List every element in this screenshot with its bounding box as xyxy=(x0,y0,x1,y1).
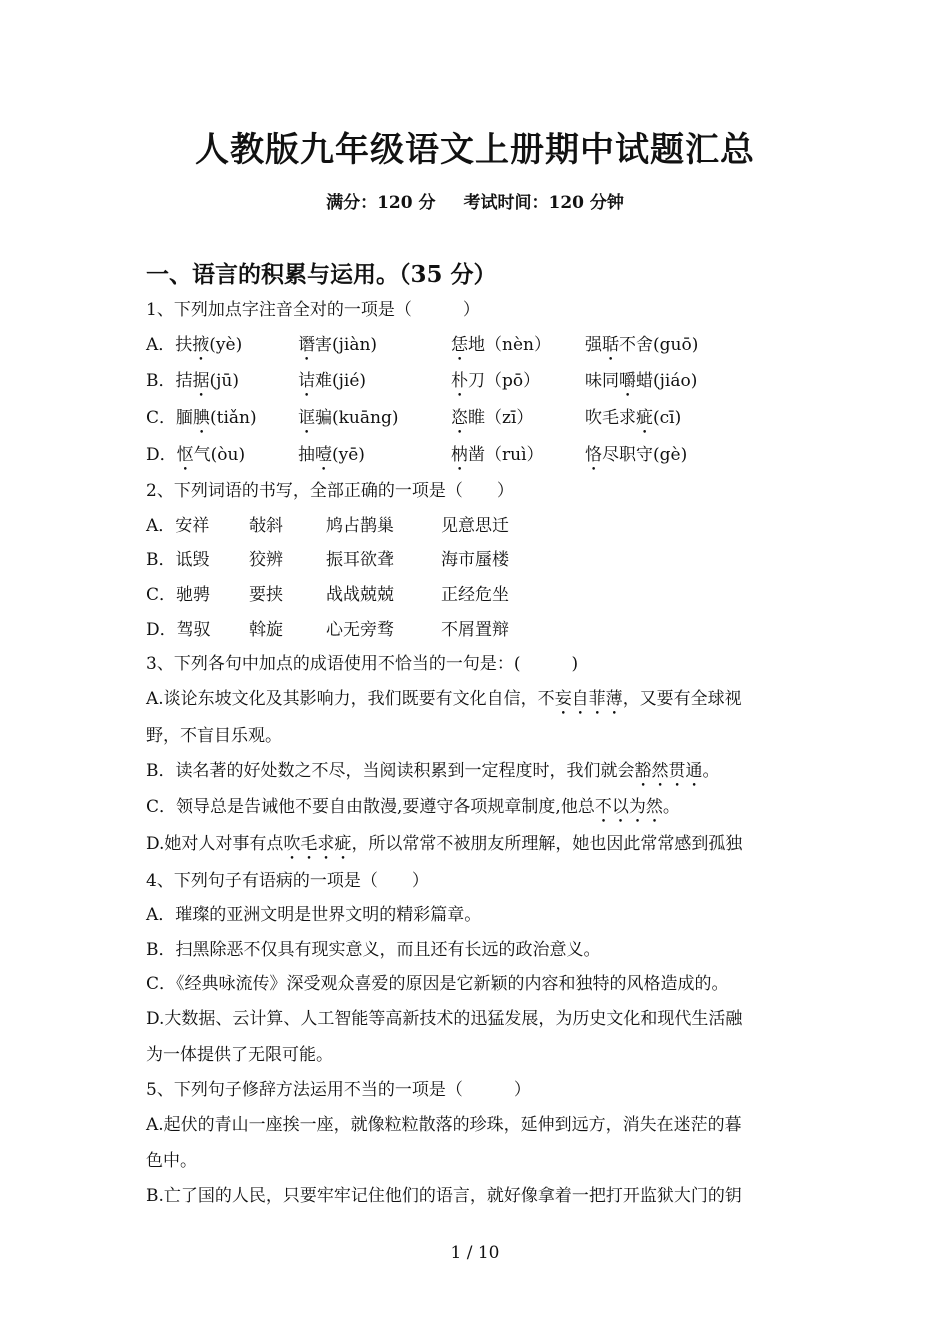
q5-option-a: A.起伏的青山一座挨一座，就像粒粒散落的珍珠，延伸到远方，消失在迷茫的暮 xyxy=(146,1115,742,1135)
q4-option-a: A．璀璨的亚洲文明是世界文明的精彩篇章。 xyxy=(146,905,482,925)
q3-option-d: D.她对人对事有点吹毛求疵，所以常常不被朋友所理解，她也因此常常感到孤独 xyxy=(146,834,743,854)
q4-option-d-cont: 为一体提供了无限可能。 xyxy=(146,1045,333,1065)
question-4-stem: 4、下列句子有语病的一项是（ ） xyxy=(146,871,429,891)
exam-time: 考试时间：120 分钟 xyxy=(463,193,624,213)
page-number: 1 / 10 xyxy=(450,1243,500,1263)
exam-info xyxy=(0,188,950,213)
document-page: 人教版九年级语文上册期中试题汇总 满分：120 分 考试时间：120 分钟 一、语言的积累与运用。（35 分） 1、下列加点字注音全对的一项是（ ） A．扶掖(yè) 谮害(jiàn) 恁地（nèn） 强聒不舍(guō) B．拮据(jū) 诘难(jié) 朴刀（pō） 味同嚼蜡(jiáo) C．腼腆(tiǎn) 诓骗(kuāng) 恣睢（zī） 吹毛求疵(cī) D．怄气(òu) 抽噎(yē) 枘凿（ruì） 恪尽职守(gè) 2、下列词语的书写，全部正确的一项是（ ） A．安祥 敧斜 鸠占鹊巢 见意思迁 B．诋毁 狡辨 振耳欲聋 海市蜃楼 C．驰骋 要挟 战战兢兢 正经危坐 D．驾驭 斡旋 心无旁骛 不屑置辩 3、下列各句中加点的成语使用不恰当的一句是：( ) A.谈论东坡文化及其影响力，我们既要有文化自信，不妄自菲薄，又要有全球视 野，不盲目乐观。 B．读名著的好处数之不尽，当阅读积累到一定程度时，我们就会豁然贯通。 C．领导总是告诫他不要自由散漫,要遵守各项规章制度,他总不以为然。 D.她对人对事有点吹毛求疵，所以常常不被朋友所理解，她也因此常常感到孤独 4、下列句子有语病的一项是（ ） A．璀璨的亚洲文明是世界文明的精彩篇章。 B．扫黑除恶不仅具有现实意义，而且还有长远的政治意义。 C．《经典咏流传》深受观众喜爱的原因是它新颖的内容和独特的风格造成的。 D.大数据、云计算、人工智能等高新技术的迅猛发展，为历史文化和现代生活融 为一体提供了无限可能。 5、下列句子修辞方法运用不当的一项是（ ） A.起伏的青山一座挨一座，就像粒粒散落的珍珠，延伸到远方，消失在迷茫的暮 色中。 B.亡了国的人民，只要牢牢记住他们的语言，就好像拿着一把打开监狱大门的钥 1 / 10 xyxy=(0,0,950,1344)
q3-option-a-cont: 野，不盲目乐观。 xyxy=(146,726,282,746)
q3-option-a: A.谈论东坡文化及其影响力，我们既要有文化自信，不妄自菲薄，又要有全球视 xyxy=(146,689,742,709)
section-heading: 一、语言的积累与运用。（35 分） xyxy=(146,261,497,288)
question-5-stem: 5、下列句子修辞方法运用不当的一项是（ ） xyxy=(146,1080,531,1100)
q4-option-d: D.大数据、云计算、人工智能等高新技术的迅猛发展，为历史文化和现代生活融 xyxy=(146,1009,743,1029)
q5-option-a-cont: 色中。 xyxy=(146,1151,197,1171)
q4-option-c: C．《经典咏流传》深受观众喜爱的原因是它新颖的内容和独特的风格造成的。 xyxy=(146,974,729,994)
q3-option-b: B．读名著的好处数之不尽，当阅读积累到一定程度时，我们就会豁然贯通。 xyxy=(146,761,720,781)
q3-option-c: C．领导总是告诫他不要自由散漫,要遵守各项规章制度,他总不以为然。 xyxy=(146,797,680,817)
full-score: 满分：120 分 xyxy=(326,193,436,213)
page-title: 人教版九年级语文上册期中试题汇总 xyxy=(195,130,755,170)
question-3-stem: 3、下列各句中加点的成语使用不恰当的一句是：( ) xyxy=(146,654,579,674)
q4-option-b: B．扫黑除恶不仅具有现实意义，而且还有长远的政治意义。 xyxy=(146,940,601,960)
q5-option-b: B.亡了国的人民，只要牢牢记住他们的语言，就好像拿着一把打开监狱大门的钥 xyxy=(146,1186,742,1206)
question-1-stem: 1、下列加点字注音全对的一项是（ ） xyxy=(146,300,480,320)
question-2-stem: 2、下列词语的书写，全部正确的一项是（ ） xyxy=(146,481,514,501)
